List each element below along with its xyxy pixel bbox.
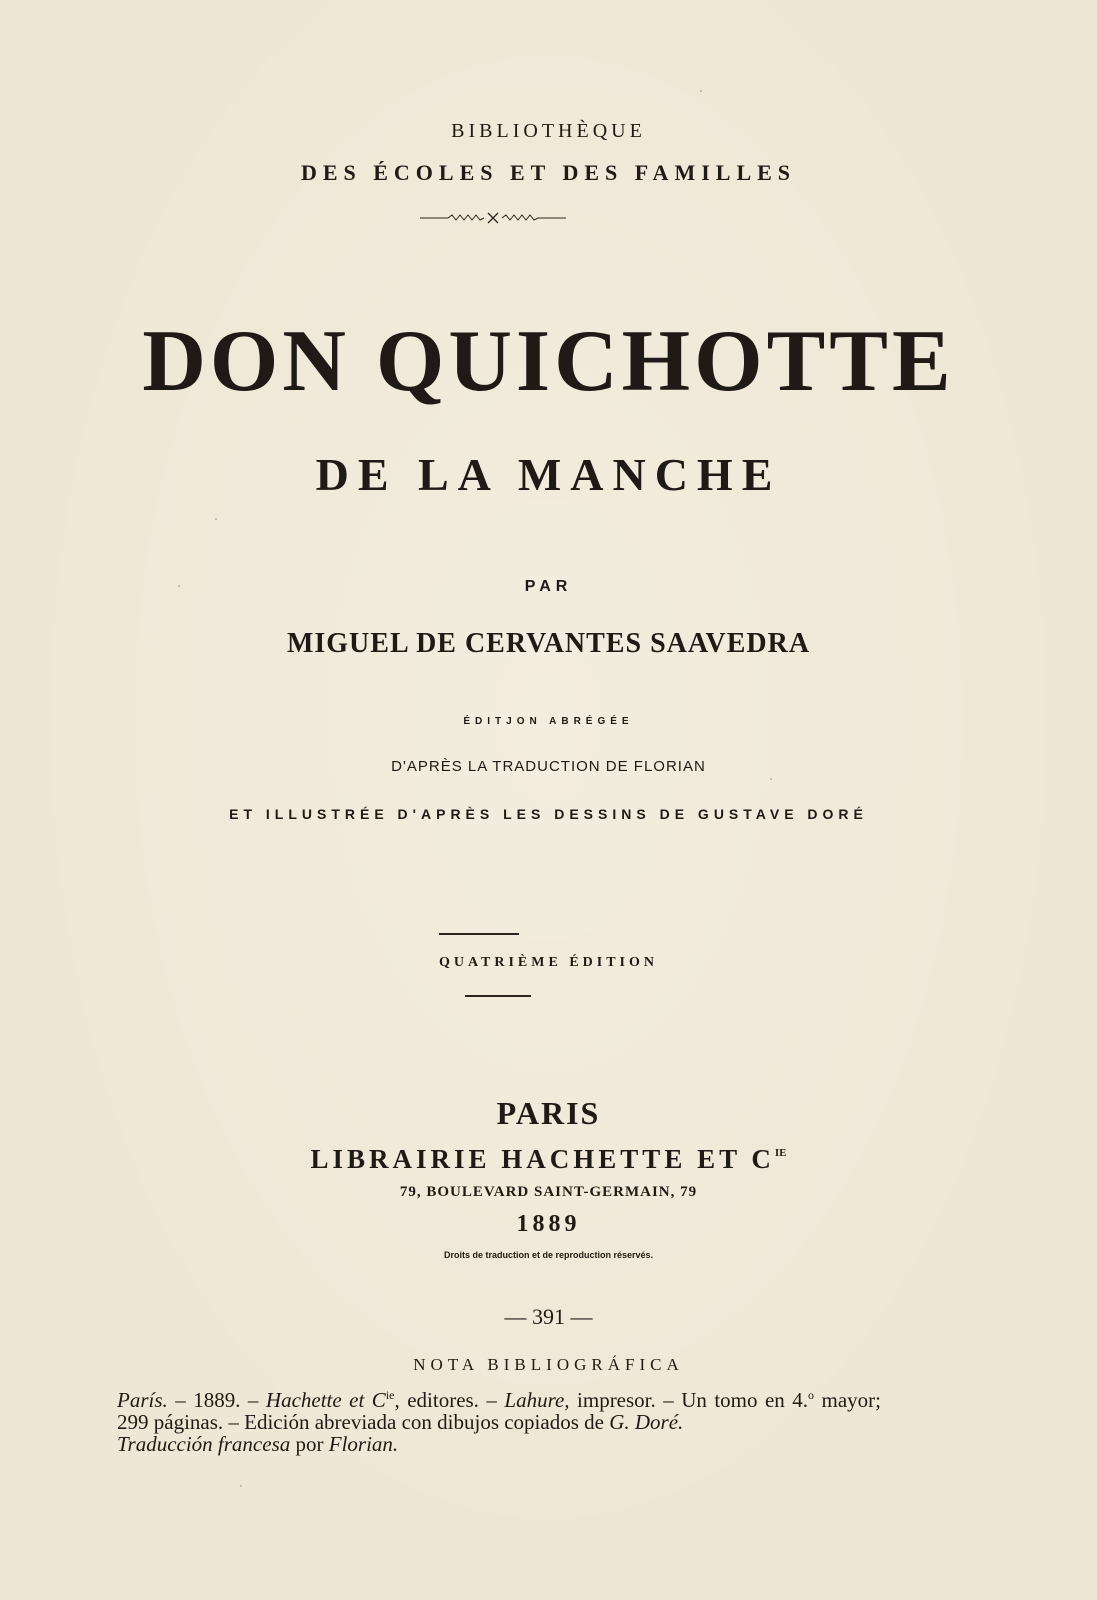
paper-speck: [240, 1485, 242, 1487]
illustration-credit: ET ILLUSTRÉE D'APRÈS LES DESSINS DE GUSTAVE DORÉ: [229, 806, 868, 822]
bibliographic-note-heading: NOTA BIBLIOGRÁFICA: [413, 1355, 684, 1374]
note-format-superscript: o: [808, 1388, 815, 1402]
imprint-city: PARIS: [496, 1095, 601, 1131]
edition-rule-top: [439, 933, 519, 935]
note-by: por: [290, 1432, 329, 1456]
paper-speck: [215, 518, 217, 520]
translation-credit: D'APRÈS LA TRADUCTION DE FLORIAN: [391, 758, 706, 775]
paper-speck: [770, 778, 772, 780]
note-translation-label: Traducción francesa: [117, 1432, 291, 1456]
author-name: MIGUEL DE CERVANTES SAAVEDRA: [286, 628, 811, 659]
note-role-printer: impresor. – Un tomo en 4.: [569, 1388, 809, 1412]
edition-number: QUATRIÈME ÉDITION: [438, 955, 659, 970]
paper-speck: [178, 585, 180, 587]
note-publisher-superscript: ie: [385, 1388, 395, 1402]
note-place: París.: [117, 1388, 168, 1412]
series-title: BIBLIOTHÈQUE: [451, 120, 646, 142]
note-role-editors: , editores. –: [394, 1388, 505, 1412]
bibliographic-note: [117, 1384, 881, 1455]
edition-rule-bottom: [465, 995, 531, 997]
note-details: mayor; 299 páginas. – Edición abreviada con dibujos copiados de: [117, 1388, 881, 1434]
imprint-year: 1889: [516, 1211, 581, 1237]
edition-note: ÉDITJON ABRÉGÉE: [463, 716, 634, 727]
rights-notice: Droits de traduction et de reproduction réservés.: [443, 1250, 654, 1260]
note-year: – 1889. –: [167, 1388, 266, 1412]
note-publisher: Hachette et C: [265, 1388, 386, 1412]
by-label: PAR: [524, 578, 573, 595]
note-translator: Florian.: [328, 1432, 399, 1456]
imprint-publisher: [0, 1144, 1097, 1175]
page-number: — 391 —: [504, 1304, 593, 1329]
note-illustrator: G. Doré.: [609, 1410, 684, 1434]
publisher-name: LIBRAIRIE HACHETTE ET C: [310, 1144, 775, 1174]
imprint-address: 79, BOULEVARD SAINT-GERMAIN, 79: [399, 1184, 698, 1200]
main-title: DON QUICHOTTE: [142, 313, 955, 410]
paper-speck: [700, 90, 702, 92]
series-subtitle: DES ÉCOLES ET DES FAMILLES: [300, 160, 797, 185]
note-printer: Lahure,: [504, 1388, 570, 1412]
ornament-divider: [418, 210, 568, 226]
publisher-superscript: IE: [774, 1147, 787, 1159]
subtitle: DE LA MANCHE: [315, 449, 782, 500]
